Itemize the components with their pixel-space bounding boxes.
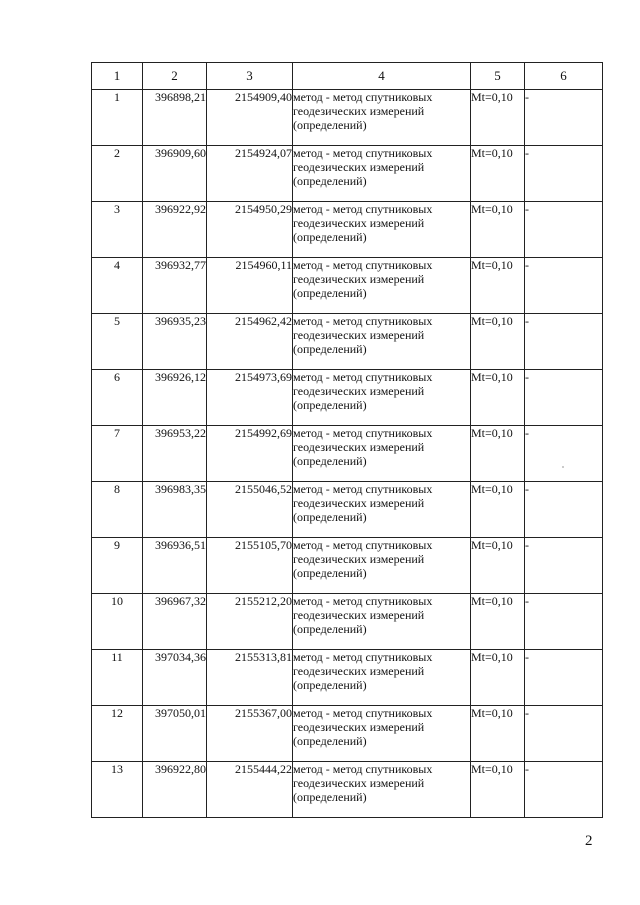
coord-y: 2155105,70: [207, 538, 293, 594]
coord-x: 397034,36: [143, 650, 207, 706]
point-number: 13: [92, 762, 143, 818]
coord-x: 396898,21: [143, 90, 207, 146]
method-description: метод - метод спутниковых геодезических измерений (определений): [293, 202, 471, 258]
accuracy-value: Mt=0,10: [471, 370, 525, 426]
table-row: [92, 146, 603, 202]
point-number: 9: [92, 538, 143, 594]
coord-x: 396935,23: [143, 314, 207, 370]
accuracy-value: Mt=0,10: [471, 594, 525, 650]
method-description: метод - метод спутниковых геодезических измерений (определений): [293, 314, 471, 370]
table-row: [92, 426, 603, 482]
coord-x: 396922,80: [143, 762, 207, 818]
method-description: метод - метод спутниковых геодезических измерений (определений): [293, 594, 471, 650]
method-description: метод - метод спутниковых геодезических измерений (определений): [293, 482, 471, 538]
accuracy-value: Mt=0,10: [471, 202, 525, 258]
coord-y: 2154924,07: [207, 146, 293, 202]
method-description: метод - метод спутниковых геодезических измерений (определений): [293, 370, 471, 426]
coordinates-table: [91, 62, 603, 818]
table-row: [92, 538, 603, 594]
note-cell: -: [525, 650, 603, 706]
method-description: метод - метод спутниковых геодезических измерений (определений): [293, 650, 471, 706]
point-number: 7: [92, 426, 143, 482]
table-row: [92, 202, 603, 258]
coord-y: 2155367,00: [207, 706, 293, 762]
table-row: [92, 762, 603, 818]
coord-x: 396983,35: [143, 482, 207, 538]
coord-x: 396909,60: [143, 146, 207, 202]
note-cell: -: [525, 370, 603, 426]
accuracy-value: Mt=0,10: [471, 706, 525, 762]
coord-y: 2154992,69: [207, 426, 293, 482]
header-col-5: 5: [471, 63, 525, 90]
coord-x: 396953,22: [143, 426, 207, 482]
coord-y: 2155212,20: [207, 594, 293, 650]
table-row: [92, 314, 603, 370]
header-col-6: 6: [525, 63, 603, 90]
accuracy-value: Mt=0,10: [471, 762, 525, 818]
point-number: 11: [92, 650, 143, 706]
point-number: 1: [92, 90, 143, 146]
coord-y: 2154909,40: [207, 90, 293, 146]
coord-y: 2154962,42: [207, 314, 293, 370]
header-col-2: 2: [143, 63, 207, 90]
method-description: метод - метод спутниковых геодезических измерений (определений): [293, 426, 471, 482]
table-row: [92, 482, 603, 538]
table-row: [92, 90, 603, 146]
point-number: 6: [92, 370, 143, 426]
coord-y: 2155313,81: [207, 650, 293, 706]
accuracy-value: Mt=0,10: [471, 314, 525, 370]
scan-speck: [562, 466, 564, 468]
coord-y: 2155046,52: [207, 482, 293, 538]
accuracy-value: Mt=0,10: [471, 90, 525, 146]
coord-y: 2154950,29: [207, 202, 293, 258]
note-cell: -: [525, 538, 603, 594]
method-description: метод - метод спутниковых геодезических измерений (определений): [293, 706, 471, 762]
table-row: [92, 370, 603, 426]
coord-x: 396967,32: [143, 594, 207, 650]
accuracy-value: Mt=0,10: [471, 538, 525, 594]
point-number: 12: [92, 706, 143, 762]
accuracy-value: Mt=0,10: [471, 482, 525, 538]
method-description: метод - метод спутниковых геодезических измерений (определений): [293, 146, 471, 202]
note-cell: -: [525, 426, 603, 482]
note-cell: -: [525, 706, 603, 762]
point-number: 8: [92, 482, 143, 538]
coord-x: 396932,77: [143, 258, 207, 314]
point-number: 10: [92, 594, 143, 650]
accuracy-value: Mt=0,10: [471, 258, 525, 314]
accuracy-value: Mt=0,10: [471, 146, 525, 202]
coord-x: 396922,92: [143, 202, 207, 258]
coord-y: 2154960,11: [207, 258, 293, 314]
note-cell: -: [525, 314, 603, 370]
coord-x: 396936,51: [143, 538, 207, 594]
point-number: 3: [92, 202, 143, 258]
table-row: [92, 706, 603, 762]
table-row: [92, 258, 603, 314]
method-description: метод - метод спутниковых геодезических измерений (определений): [293, 90, 471, 146]
point-number: 2: [92, 146, 143, 202]
header-col-4: 4: [293, 63, 471, 90]
coord-y: 2154973,69: [207, 370, 293, 426]
note-cell: -: [525, 594, 603, 650]
table-row: [92, 650, 603, 706]
coord-y: 2155444,22: [207, 762, 293, 818]
note-cell: -: [525, 482, 603, 538]
accuracy-value: Mt=0,10: [471, 426, 525, 482]
header-col-3: 3: [207, 63, 293, 90]
table-row: [92, 594, 603, 650]
point-number: 5: [92, 314, 143, 370]
note-cell: -: [525, 146, 603, 202]
coord-x: 397050,01: [143, 706, 207, 762]
method-description: метод - метод спутниковых геодезических измерений (определений): [293, 538, 471, 594]
point-number: 4: [92, 258, 143, 314]
table-header-row: [92, 63, 603, 90]
note-cell: -: [525, 90, 603, 146]
method-description: метод - метод спутниковых геодезических измерений (определений): [293, 258, 471, 314]
note-cell: -: [525, 202, 603, 258]
accuracy-value: Mt=0,10: [471, 650, 525, 706]
note-cell: -: [525, 762, 603, 818]
header-col-1: 1: [92, 63, 143, 90]
note-cell: -: [525, 258, 603, 314]
page-number: 2: [585, 833, 593, 849]
coord-x: 396926,12: [143, 370, 207, 426]
method-description: метод - метод спутниковых геодезических измерений (определений): [293, 762, 471, 818]
